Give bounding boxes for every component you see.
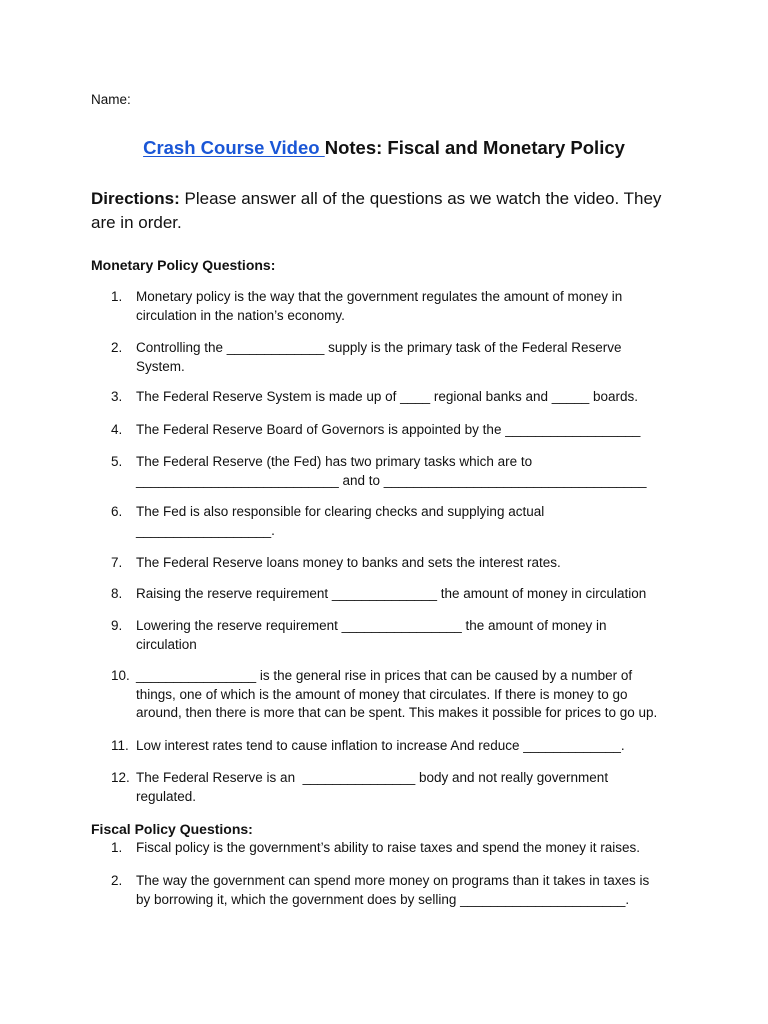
monetary-question-11 [111,737,691,756]
monetary-question-4 [111,421,691,440]
question-text: The Federal Reserve loans money to banks and sets the interest rates. [136,555,561,570]
monetary-question-7 [111,554,691,573]
question-number: 4. [111,422,123,437]
name-label: Name: [91,92,131,107]
question-number: 6. [111,504,123,519]
monetary-question-5 [111,453,691,490]
fiscal-question-1 [111,839,691,858]
directions-label: Directions: [91,189,180,208]
monetary-heading: Monetary Policy Questions: [91,257,276,273]
question-text: ________________ is the general rise in prices that can be caused by a number of things, one of which is the amount of money that circulates. If there is money to go around, then there is more that can be spent. This makes it possible for prices to go up. [136,668,658,720]
question-number: 3. [111,389,123,404]
question-number: 10. [111,668,130,683]
question-number: 11. [111,738,129,753]
monetary-question-12 [111,769,691,806]
question-text: Monetary policy is the way that the government regulates the amount of money in circulation in the nation’s economy. [136,289,623,323]
monetary-question-2 [111,339,691,376]
crash-course-video-link[interactable]: Crash Course Video [143,137,325,158]
question-number: 8. [111,586,123,601]
monetary-question-9 [111,617,691,654]
monetary-question-10 [111,667,691,723]
monetary-question-6 [111,503,691,540]
directions-text: Please answer all of the questions as we watch the video. They are in order. [91,189,662,232]
question-text: The way the government can spend more money on programs than it takes in taxes is by borrowing it, which the government does by selling ______________________. [136,873,650,907]
question-text: The Federal Reserve is an _______________ body and not really government regulated. [136,770,609,804]
question-text: The Fed is also responsible for clearing checks and supplying actual __________________. [136,504,545,538]
fiscal-question-2 [111,872,691,909]
question-number: 2. [111,873,123,888]
page-title [0,137,768,159]
question-text: Raising the reserve requirement ______________ the amount of money in circulation [136,586,647,601]
monetary-question-3 [111,388,691,407]
question-text: The Federal Reserve System is made up of ____ regional banks and _____ boards. [136,389,639,404]
title-rest: Notes: Fiscal and Monetary Policy [324,137,625,158]
directions [91,187,671,235]
question-text: The Federal Reserve (the Fed) has two primary tasks which are to ___________________________ and to ___________________________________ [136,454,647,488]
question-number: 1. [111,840,123,855]
question-number: 2. [111,340,123,355]
monetary-question-8 [111,585,691,604]
question-text: Low interest rates tend to cause inflation to increase And reduce _____________. [136,738,625,753]
question-text: Lowering the reserve requirement ________________ the amount of money in circulation [136,618,607,652]
question-text: The Federal Reserve Board of Governors is appointed by the __________________ [136,422,641,437]
question-number: 9. [111,618,123,633]
question-text: Fiscal policy is the government’s ability to raise taxes and spend the money it raises. [136,840,640,855]
question-number: 7. [111,555,123,570]
question-number: 5. [111,454,123,469]
question-number: 12. [111,770,130,785]
monetary-question-1 [111,288,691,325]
fiscal-heading: Fiscal Policy Questions: [91,821,253,837]
question-text: Controlling the _____________ supply is the primary task of the Federal Reserve System. [136,340,622,374]
question-number: 1. [111,289,123,304]
